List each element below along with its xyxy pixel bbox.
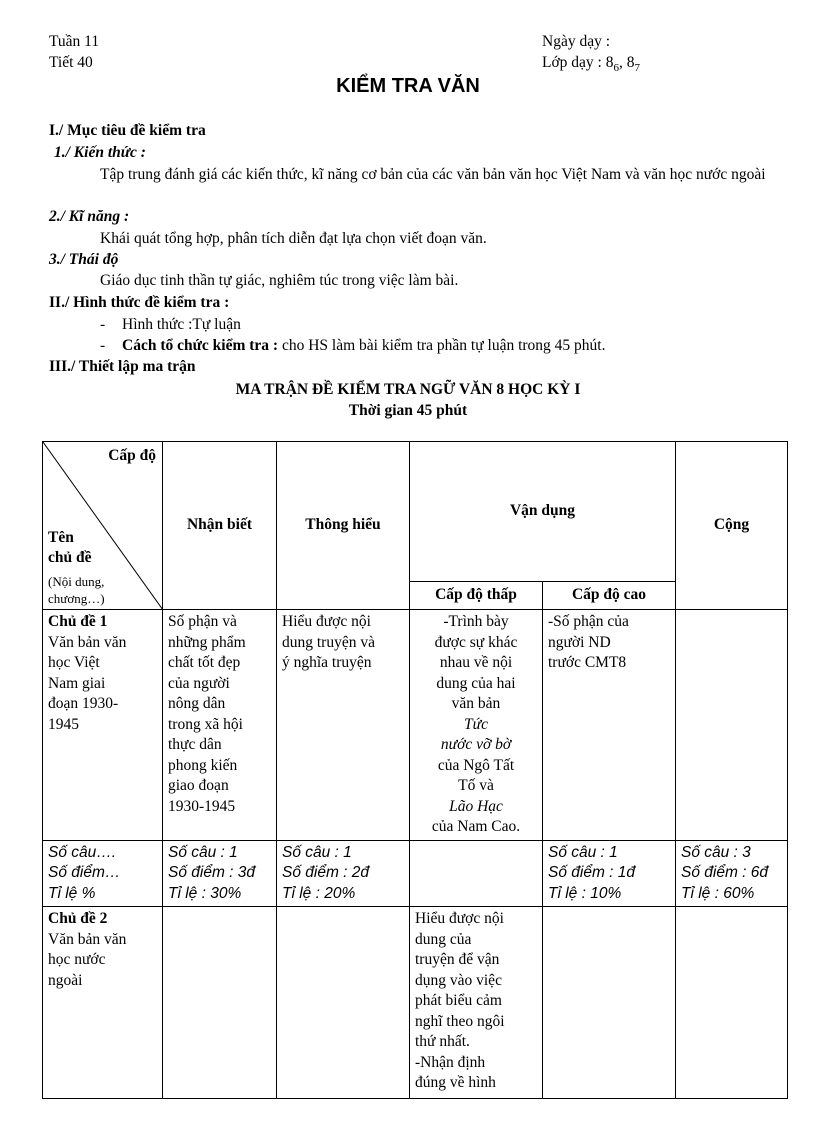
topic-1-nhan-biet-line: chất tốt đẹp — [168, 654, 241, 671]
topic-1-nhan-biet-line: của người — [168, 674, 230, 692]
table-row-topic-2 — [43, 907, 788, 1099]
topic-1-thong-hieu-line: ý nghĩa truyện — [282, 654, 372, 671]
section-1-3-text: Giáo dục tinh thần tự giác, nghiêm túc trong việc làm bài. — [100, 272, 459, 289]
topic-1-thap-line: -Trình bày — [443, 613, 509, 630]
topic-2-cell — [43, 907, 163, 1099]
stats-line: Số điểm : 2đ — [282, 864, 370, 881]
header-cap-do-cao: Cấp độ cao — [543, 582, 676, 610]
matrix-title: MA TRẬN ĐỀ KIỂM TRA NGỮ VĂN 8 HỌC KỲ I — [235, 381, 581, 398]
corner-topic-line-2: chủ đề — [48, 549, 92, 566]
thap-text: văn bản — [451, 695, 501, 712]
section-1-2-text: Khái quát tổng hợp, phân tích diễn đạt lựa chọn viết đoạn văn. — [100, 230, 487, 247]
class-sub-1: 6 — [613, 62, 619, 75]
corner-note-line-2: chương…) — [48, 591, 105, 606]
corner-level-label: Cấp độ — [108, 447, 156, 464]
thap-title-italic: Tức — [464, 715, 488, 733]
topic-1-thap-line: của Ngô Tất — [437, 756, 515, 774]
topic-2-thap-line: thứ nhất. — [415, 1033, 470, 1050]
section-2-bullet-2: - Cách tổ chức kiểm tra : cho HS làm bài kiểm tra phần tự luận trong 45 phút. — [100, 337, 606, 354]
stats-line: Số điểm : 3đ — [168, 864, 256, 881]
stats-cap-do-thap — [410, 840, 543, 907]
section-1-3-heading: 3./ Thái độ — [49, 251, 119, 268]
topic-1-name-line: Văn bản văn — [48, 633, 127, 651]
header-nhan-biet: Nhận biết — [163, 442, 277, 610]
topic-1-thap-line: nhau về nội — [439, 654, 513, 671]
page-title: KIỂM TRA VĂN — [336, 75, 480, 97]
topic-1-name-line: 1945 — [48, 715, 79, 733]
corner-note-line-1: (Nội dung, — [48, 574, 105, 589]
topic-2-nhan-biet — [163, 907, 277, 1099]
section-1-1-text: Tập trung đánh giá các kiến thức, kĩ năng cơ bản của các văn bản văn học Việt Nam và văn học nước ngoài — [100, 166, 766, 183]
topic-2-name-line: học nước — [48, 951, 106, 968]
topic-1-thap-line: được sự khác — [434, 633, 518, 651]
teach-date-label: Ngày dạy : — [542, 33, 611, 50]
corner-cell — [43, 442, 163, 610]
stats-label-line: Số điểm… — [48, 864, 121, 881]
topic-2-thap-line: phát biểu cảm — [415, 992, 502, 1009]
topic-1-thap-line — [415, 694, 537, 735]
header-cong: Cộng — [676, 442, 788, 610]
topic-2-thap-line: đúng về hình — [415, 1074, 496, 1091]
table-row-topic-1 — [43, 610, 788, 841]
topic-1-cao-line: người ND — [548, 633, 611, 651]
stats-line: Số câu : 1 — [168, 843, 238, 861]
stats-label-line: Số câu…. — [48, 843, 117, 861]
stats-line: Số điểm : 6đ — [681, 864, 769, 881]
topic-1-thap-line: dung của hai — [436, 674, 516, 692]
topic-2-thap-line: truyện để vận — [415, 951, 500, 968]
stats-line: Số câu : 1 — [282, 843, 352, 861]
stats-line: Số câu : 3 — [681, 843, 751, 861]
topic-1-nhan-biet-line: Số phận và — [168, 613, 237, 630]
corner-note — [48, 573, 105, 607]
topic-1-name-line: đoạn 1930- — [48, 695, 119, 712]
section-2-heading: II./ Hình thức đề kiểm tra : — [49, 294, 230, 311]
topic-1-nhan-biet-line: nông dân — [168, 695, 226, 712]
topic-2-cap-do-cao — [543, 907, 676, 1099]
topic-2-thong-hieu — [277, 907, 410, 1099]
topic-1-cap-do-thap — [410, 610, 543, 841]
corner-topic-line-1: Tên — [48, 529, 74, 546]
thap-text: Tố và — [458, 777, 494, 794]
header-cap-do-thap: Cấp độ thấp — [410, 582, 543, 610]
topic-1-nhan-biet-line: những phẩm — [168, 633, 246, 651]
class-sep: , 8 — [618, 54, 635, 71]
section-2-bullet-2-rest: cho HS làm bài kiểm tra phần tự luận trong 45 phút. — [278, 337, 606, 354]
corner-topic-label — [48, 528, 92, 568]
stats-nhan-biet — [163, 840, 277, 907]
stats-line: Số câu : 1 — [548, 843, 618, 861]
topic-1-nhan-biet-line: giao đoạn — [168, 777, 229, 794]
stats-line: Tỉ lệ : 20% — [282, 884, 356, 902]
topic-1-thong-hieu-line: Hiểu được nội — [282, 613, 371, 630]
stats-line: Tỉ lệ : 30% — [168, 884, 242, 902]
class-label-text: Lớp dạy : 8 — [542, 54, 614, 71]
topic-1-thap-line — [415, 776, 537, 817]
stats-line: Tỉ lệ : 60% — [681, 884, 755, 902]
stats-thong-hieu — [277, 840, 410, 907]
topic-1-nhan-biet-line: trong xã hội — [168, 715, 243, 733]
topic-1-thong-hieu-line: dung truyện và — [282, 633, 375, 651]
topic-1-title: Chủ đề 1 — [48, 613, 108, 630]
topic-1-name-line: Nam giai — [48, 674, 106, 692]
topic-1-nhan-biet-line: 1930-1945 — [168, 797, 236, 815]
thap-title-italic: nước vỡ bờ — [440, 736, 512, 753]
header-thong-hieu: Thông hiểu — [277, 442, 410, 610]
topic-1-cap-do-cao — [543, 610, 676, 841]
section-1-2-heading: 2./ Kĩ năng : — [49, 208, 130, 225]
section-1-heading: I./ Mục tiêu đề kiểm tra — [49, 122, 206, 139]
topic-1-thap-line: của Nam Cao. — [431, 818, 521, 835]
topic-1-nhan-biet-line: thực dân — [168, 736, 222, 753]
topic-1-nhan-biet — [163, 610, 277, 841]
thap-title-italic: Lão Hạc — [449, 797, 503, 815]
topic-2-thap-line: dung của — [415, 930, 472, 948]
topic-1-name-line: học Việt — [48, 654, 100, 671]
topic-2-thap-line: dụng vào việc — [415, 971, 502, 989]
topic-2-thap-line: Hiểu được nội — [415, 910, 504, 927]
stats-cap-do-cao — [543, 840, 676, 907]
topic-2-thap-line: -Nhận định — [415, 1053, 486, 1071]
matrix-time: Thời gian 45 phút — [348, 402, 468, 419]
topic-2-name-line: Văn bản văn — [48, 930, 127, 948]
topic-2-title: Chủ đề 2 — [48, 910, 108, 927]
section-2-bullet-2-bold: Cách tổ chức kiểm tra : — [122, 337, 279, 354]
week-label: Tuần 11 — [49, 33, 100, 50]
stats-line: Tỉ lệ : 10% — [548, 884, 622, 902]
topic-1-cao-line: -Số phận của — [548, 613, 629, 630]
topic-1-nhan-biet-line: phong kiến — [168, 756, 238, 774]
section-2-bullet-1-text: Hình thức :Tự luận — [122, 316, 241, 333]
topic-1-cong — [676, 610, 788, 841]
stats-label — [43, 840, 163, 907]
topic-2-cong — [676, 907, 788, 1099]
section-1-1-heading: 1./ Kiến thức : — [54, 144, 146, 161]
topic-2-thap-line: nghĩ theo ngôi — [415, 1012, 505, 1030]
topic-1-cao-line: trước CMT8 — [548, 654, 627, 671]
matrix-table — [42, 441, 788, 1099]
stats-line: Số điểm : 1đ — [548, 864, 636, 881]
section-3-heading: III./ Thiết lập ma trận — [49, 358, 196, 375]
topic-1-thong-hieu — [277, 610, 410, 841]
section-2-bullet-1: - Hình thức :Tự luận — [100, 316, 241, 333]
class-sub-2: 7 — [634, 62, 640, 75]
topic-2-name-line: ngoài — [48, 971, 83, 989]
period-label: Tiết 40 — [49, 54, 93, 71]
table-row-stats-1 — [43, 840, 788, 907]
topic-1-cell — [43, 610, 163, 841]
stats-cong — [676, 840, 788, 907]
header-van-dung: Vận dụng — [410, 442, 676, 582]
stats-label-line: Tỉ lệ % — [48, 884, 96, 902]
topic-2-cap-do-thap — [410, 907, 543, 1099]
